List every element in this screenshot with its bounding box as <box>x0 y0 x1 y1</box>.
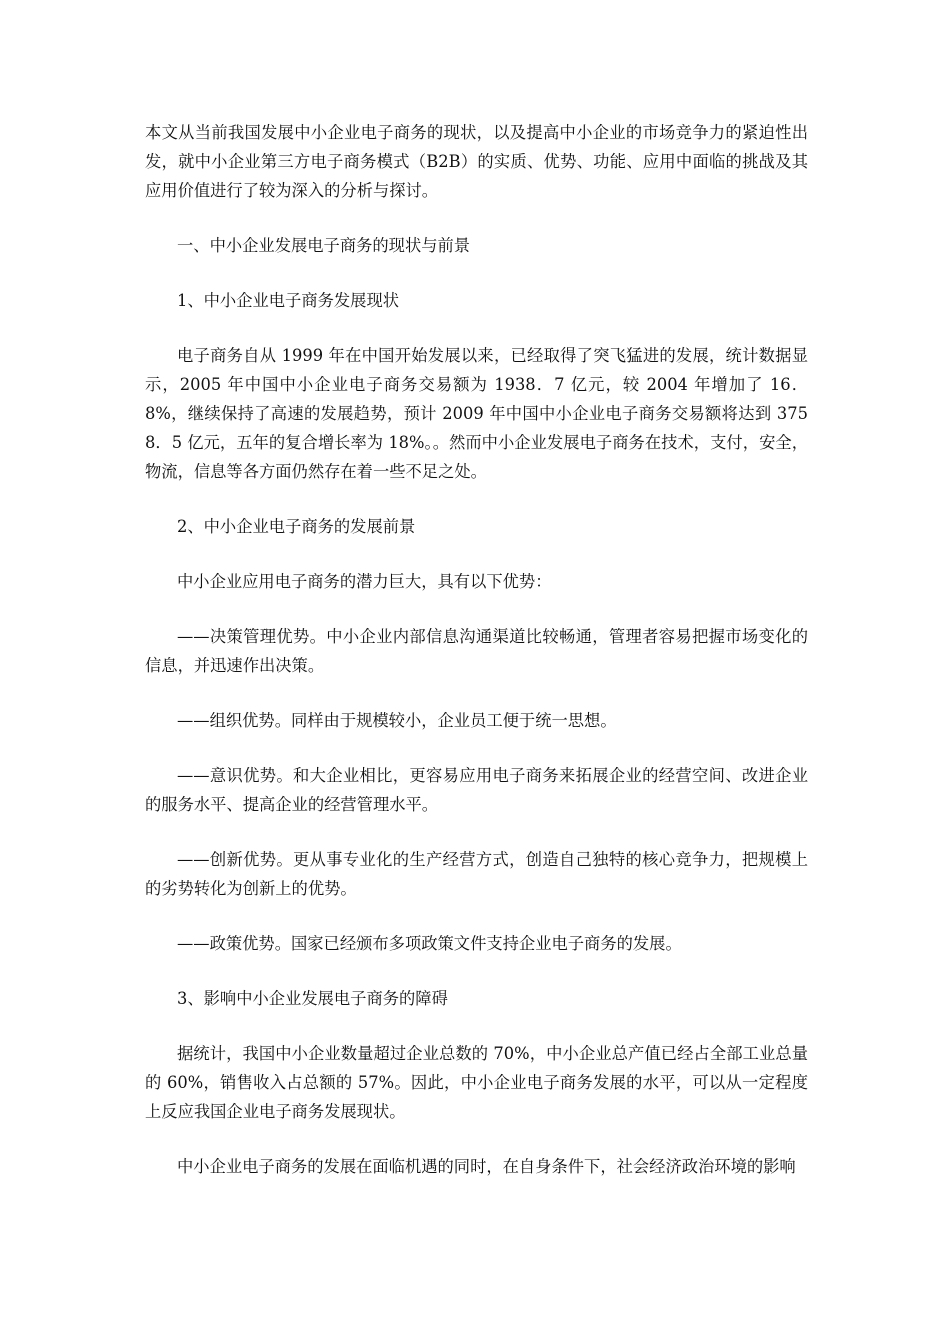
advantage-awareness: ——意识优势。和大企业相比，更容易应用电子商务来拓展企业的经营空间、改进企业的服务水平、提高企业的经营管理水平。 <box>145 766 808 814</box>
advantage-policy: ——政策优势。国家已经颁布多项政策文件支持企业电子商务的发展。 <box>177 934 682 953</box>
paragraph-current-status: 电子商务自从 1999 年在中国开始发展以来，已经取得了突飞猛进的发展，统计数据显示，2005 年中国中小企业电子商务交易额为 1938．7 亿元，较 2004 年增加了 16．8%，继续保持了高速的发展趋势，预计 2009 年中国中小企业电子商务交易额将达到 3758．5 亿元，五年的复合增长率为 18%。。然而中小企业发展电子商务在技术，支付，安全，物流，信息等各方面仍然存在着一些不足之处。 <box>145 346 808 481</box>
advantage-innovation: ——创新优势。更从事专业化的生产经营方式，创造自己独特的核心竞争力，把规模上的劣势转化为创新上的优势。 <box>145 850 808 898</box>
paragraph-challenges: 中小企业电子商务的发展在面临机遇的同时，在自身条件下，社会经济政治环境的影响 <box>177 1157 796 1176</box>
advantage-decision: ——决策管理优势。中小企业内部信息沟通渠道比较畅通，管理者容易把握市场变化的信息，并迅速作出决策。 <box>145 627 808 675</box>
document-body <box>145 118 808 1181</box>
subsection-heading-1-3: 3、影响中小企业发展电子商务的障碍 <box>177 989 448 1008</box>
advantage-organization: ——组织优势。同样由于规模较小，企业员工便于统一思想。 <box>177 711 617 730</box>
subsection-heading-1-2: 2、中小企业电子商务的发展前景 <box>177 517 416 536</box>
paragraph-statistics: 据统计，我国中小企业数量超过企业总数的 70%，中小企业总产值已经占全部工业总量的 60%，销售收入占总额的 57%。因此，中小企业电子商务发展的水平，可以从一定程度上反应我国企业电子商务发展现状。 <box>145 1044 808 1121</box>
section-heading-1: 一、中小企业发展电子商务的现状与前景 <box>177 236 471 255</box>
intro-paragraph: 本文从当前我国发展中小企业电子商务的现状，以及提高中小企业的市场竞争力的紧迫性出发，就中小企业第三方电子商务模式（B2B）的实质、优势、功能、应用中面临的挑战及其应用价值进行了较为深入的分析与探讨。 <box>145 123 808 200</box>
subsection-heading-1-1: 1、中小企业电子商务发展现状 <box>177 291 400 310</box>
paragraph-advantages-intro: 中小企业应用电子商务的潜力巨大，具有以下优势： <box>177 572 552 591</box>
